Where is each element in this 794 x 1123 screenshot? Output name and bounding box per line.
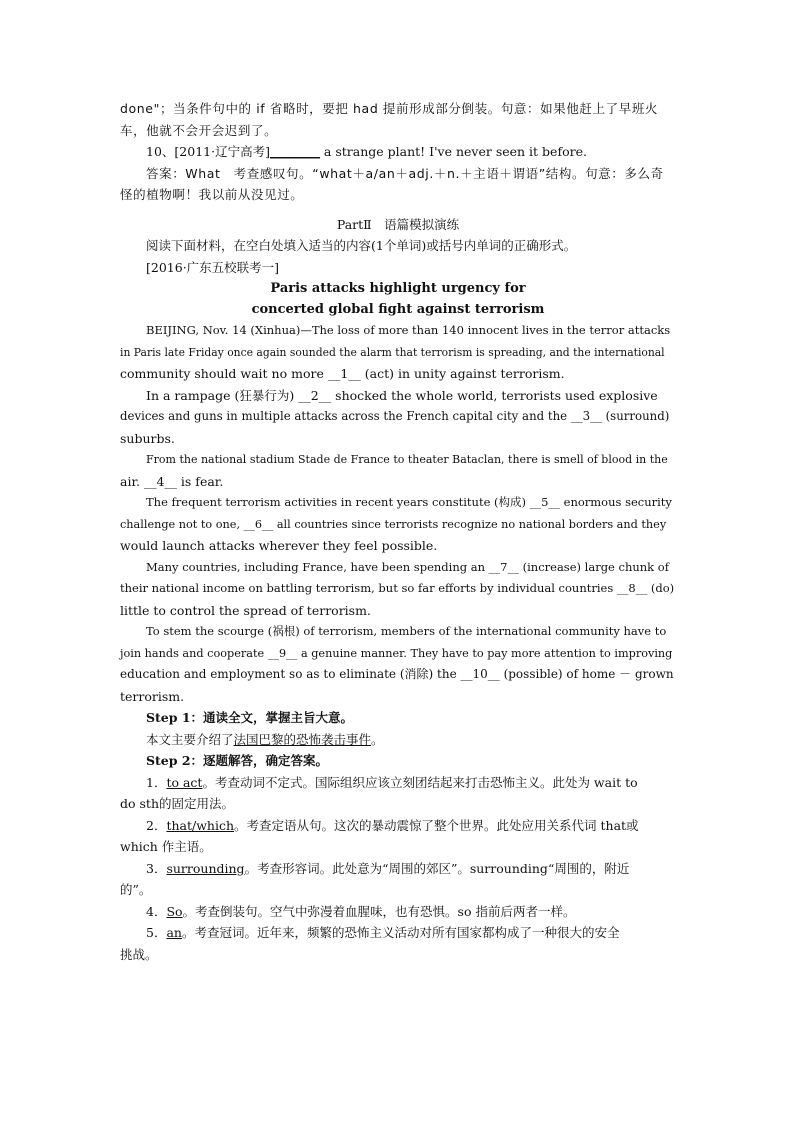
- answer-number: 5．: [146, 925, 167, 940]
- previous-explanation: [120, 98, 676, 141]
- answer-explanation: 。考查冠词。近年来，频繁的恐怖主义活动对所有国家都构成了一种很大的安全: [181, 925, 620, 940]
- question-10: [120, 141, 676, 163]
- answer-explanation-cont: 的”。: [120, 882, 152, 897]
- answer-number: 4．: [146, 903, 167, 919]
- answer-item-5: [120, 922, 676, 965]
- text-line: in Paris late Friday once again sounded the alarm that terrorism is spreading, and the international: [120, 345, 665, 359]
- text-line: challenge not to one, __6__ all countries since terrorists recognize no national borders and they: [120, 517, 667, 531]
- answer-item-4: [120, 901, 676, 923]
- text-line: devices and guns in multiple attacks across the French capital city and the __3__ (surround): [120, 409, 670, 423]
- summary-underlined: 法国巴黎的恐怖袭击事件: [233, 731, 372, 747]
- part-heading: PartⅡ 语篇模拟演练: [336, 216, 460, 232]
- text-line: terrorism.: [120, 688, 185, 704]
- answer-explanation-cont: 挑战。: [120, 946, 158, 962]
- article-paragraph-2: [120, 385, 676, 450]
- answer-item-3: [120, 858, 676, 901]
- answer-number: 3．: [146, 860, 167, 876]
- answer-number: 1．: [146, 774, 167, 790]
- step-2-heading: Step 2：逐题解答，确定答案。: [146, 753, 329, 768]
- answer-explanation: 。考查倒装句。空气中弥漫着血腥味，也有恐惧。so 指前后两者一样。: [182, 903, 576, 919]
- text-line: 车，他就不会开会迟到了。: [120, 122, 278, 138]
- answer-explanation: 。考查动词不定式。国际组织应该立刻团结起来打击恐怖主义。此处为 wait to: [202, 774, 638, 790]
- article-paragraph-6: [120, 621, 676, 707]
- answer-explanation: 。考查定语从句。这次的暴动震惊了整个世界。此处应用关系代词 that或: [234, 817, 639, 833]
- answer-10: [120, 163, 676, 206]
- step-1-summary: [120, 729, 676, 751]
- text-line: suburbs.: [120, 430, 175, 446]
- text-line: little to control the spread of terrorism.: [120, 602, 371, 618]
- article-title-line1: Paris attacks highlight urgency for: [270, 281, 526, 296]
- text-line: air. __4__ is fear.: [120, 473, 224, 489]
- text-line: The frequent terrorism activities in recent years constitute (构成) __5__ enormous security: [146, 495, 672, 509]
- answer-number: 2．: [146, 817, 167, 833]
- document-page: [120, 98, 676, 965]
- article-paragraph-4: [120, 492, 676, 557]
- question-number: 10、[2011·辽宁高考]: [146, 144, 270, 159]
- text-line: education and employment so as to eliminate (消除) the __10__ (possible) of home － grown: [120, 667, 674, 681]
- summary-text: 本文主要介绍了: [146, 731, 234, 747]
- answer-blank: ________: [269, 144, 320, 159]
- text-line: community should wait no more __1__ (act) in unity against terrorism.: [120, 366, 565, 381]
- answer-key: that/which: [166, 817, 235, 833]
- part-instruction: 阅读下面材料，在空白处填入适当的内容(1个单词)或括号内单词的正确形式。: [146, 238, 577, 253]
- article-paragraph-3: [120, 449, 676, 492]
- text-line: Many countries, including France, have been spending an __7__ (increase) large chunk of: [146, 559, 669, 574]
- answer-explanation-cont: which 作主语。: [120, 839, 212, 854]
- text-line: would launch attacks wherever they feel possible.: [120, 538, 438, 553]
- text-line: To stem the scourge (祸根) of terrorism, members of the international community have to: [146, 624, 667, 638]
- text-line: BEIJING, Nov. 14 (Xinhua)—The loss of more than 140 innocent lives in the terror attacks: [146, 323, 671, 337]
- question-text: a strange plant! I've never seen it before.: [319, 144, 587, 159]
- answer-key: surrounding: [166, 860, 245, 876]
- step-1-heading: Step 1：通读全文，掌握主旨大意。: [146, 710, 354, 725]
- article-title-line2: concerted global fight against terrorism: [251, 302, 545, 317]
- answer-item-2: [120, 815, 676, 858]
- answer-key: So: [166, 903, 183, 919]
- article-paragraph-1: [120, 320, 676, 385]
- article-paragraph-5: [120, 557, 676, 622]
- answer-key: to act: [166, 774, 203, 790]
- text-line: their national income on battling terrorism, but so far efforts by individual countries __8__ (do): [120, 581, 675, 595]
- text-line: In a rampage (狂暴行为) __2__ shocked the whole world, terrorists used explosive: [146, 387, 658, 403]
- text-line: From the national stadium Stade de France to theater Bataclan, there is smell of blood in the: [146, 453, 668, 466]
- answer-explanation-cont: do sth的固定用法。: [120, 796, 234, 811]
- text-line: 怪的植物啊！我以前从没见过。: [120, 187, 304, 202]
- text-line: join hands and cooperate __9__ a genuine manner. They have to pay more attention to improving: [120, 646, 673, 660]
- answer-item-1: [120, 772, 676, 815]
- answer-key: an: [166, 925, 182, 940]
- text-line: done"；当条件句中的 if 省略时，要把 had 提前形成部分倒装。句意：如果他赶上了早班火: [120, 101, 659, 116]
- source-note: [2016·广东五校联考一]: [146, 259, 280, 275]
- text-line: 答案：What 考查感叹句。“what＋a/an＋adj.＋n.＋主语＋谓语”结构。句意：多么奇: [146, 165, 664, 181]
- answer-explanation: 。考查形容词。此处意为“周围的郊区”。surrounding“周围的，附近: [244, 860, 630, 876]
- summary-end: 。: [371, 731, 384, 747]
